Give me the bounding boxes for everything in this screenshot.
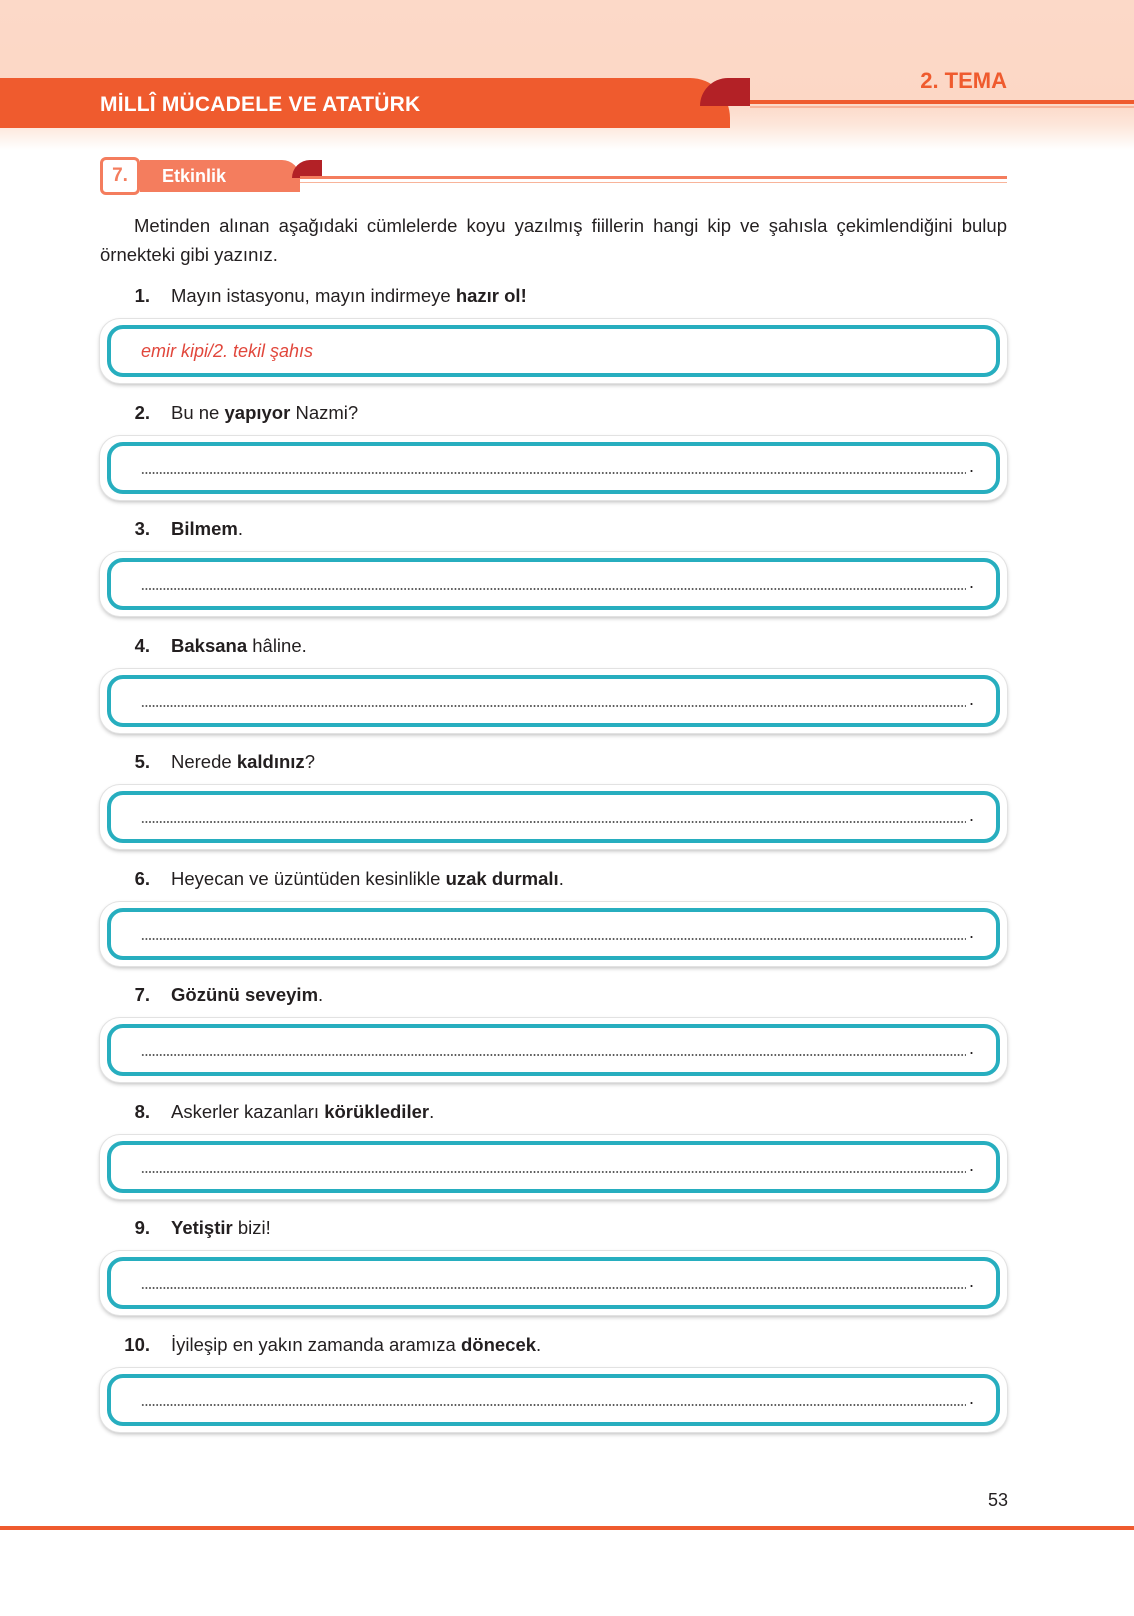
question-verb-bold: uzak durmalı [445, 867, 559, 889]
question-verb-bold: Bilmem [171, 518, 238, 539]
activity-label: Etkinlik [162, 166, 227, 186]
question-verb-bold: körüklediler [324, 1100, 430, 1122]
question-text [171, 866, 564, 892]
question-number: 3. [134, 518, 150, 539]
answer-line-end: . [968, 1271, 974, 1291]
question-text [171, 283, 527, 309]
activity-divider-light [300, 182, 1007, 183]
question-text-after: . [318, 984, 324, 1005]
question-verb-bold: Yetiştir [171, 1217, 233, 1238]
answer-box[interactable] [100, 1135, 1007, 1199]
footer-divider [0, 1526, 1134, 1530]
question-text [171, 982, 323, 1008]
answer-box-border [107, 442, 1000, 494]
question-text-after: . [429, 1100, 435, 1122]
answer-box-border [107, 558, 1000, 610]
question-number: 1. [134, 285, 150, 306]
question-verb-bold: yapıyor [224, 401, 291, 423]
answer-box[interactable] [100, 1251, 1007, 1315]
answer-dotted-line[interactable] [141, 1054, 966, 1056]
answer-line-end: . [968, 688, 974, 709]
question-text [171, 749, 315, 775]
question-number: 5. [134, 751, 150, 772]
question-number: 2. [134, 401, 150, 423]
answer-dotted-line[interactable] [141, 1287, 966, 1289]
activity-number-badge: 7. [100, 157, 140, 195]
page-number: 53 [987, 1490, 1008, 1510]
question-verb-bold: dönecek [460, 1333, 537, 1355]
answer-box-border [107, 791, 1000, 843]
activity-instruction: Metinden alınan aşağıdaki cümlelerde koyu yazılmış fiillerin hangi kip ve şahısla çekimlendiğini bulup örnekteki gibi yazınız. [100, 215, 1007, 265]
answer-line-end: . [968, 805, 974, 825]
activity-divider [300, 176, 1007, 179]
answer-line-end: . [968, 1387, 974, 1408]
unit-title: MİLLÎ MÜCADELE VE ATATÜRK [100, 93, 421, 116]
question-text [171, 633, 307, 659]
question-text-after: ? [304, 751, 315, 772]
question-text-after: Nazmi? [290, 401, 359, 423]
question-verb-bold: Gözünü seveyim [171, 984, 319, 1005]
answer-box[interactable] [100, 436, 1007, 500]
theme-divider-light [750, 106, 1134, 108]
answer-line-end: . [968, 455, 974, 476]
answer-line-end: . [968, 1038, 974, 1058]
question-number: 8. [134, 1100, 150, 1122]
question-text-after: bizi! [232, 1217, 271, 1238]
answer-line-end: . [968, 1154, 974, 1175]
theme-label: 2. TEMA [920, 68, 1007, 93]
question-text [171, 1215, 271, 1241]
answer-box-border [107, 1257, 1000, 1309]
question-text [171, 400, 358, 426]
answer-box[interactable] [100, 319, 1007, 383]
theme-divider [750, 100, 1134, 104]
answer-dotted-line[interactable] [141, 938, 966, 940]
question-text-after: . [237, 518, 243, 539]
question-text-after: hâline. [247, 634, 307, 656]
answer-box-border [107, 325, 1000, 377]
question-verb-bold: kaldınız [236, 751, 305, 772]
answer-box-border [107, 675, 1000, 727]
answer-box-border [107, 908, 1000, 960]
answer-box[interactable] [100, 1368, 1007, 1432]
question-text [171, 516, 243, 542]
answer-line-end: . [968, 921, 974, 942]
question-verb-bold: Baksana [171, 634, 248, 656]
answer-dotted-line[interactable] [141, 1404, 966, 1406]
answer-dotted-line[interactable] [141, 472, 966, 474]
answer-box[interactable] [100, 669, 1007, 733]
answer-box[interactable] [100, 902, 1007, 966]
answer-box[interactable] [100, 1018, 1007, 1082]
example-answer: emir kipi/2. tekil şahıs [141, 341, 314, 361]
question-verb-bold: hazır ol! [455, 285, 527, 306]
answer-dotted-line[interactable] [141, 821, 966, 823]
question-text-before: Nerede [171, 751, 237, 772]
question-text-after: . [558, 867, 564, 889]
question-text-before: İyileşip en yakın zamanda aramıza [171, 1333, 461, 1355]
question-number: 4. [134, 634, 150, 656]
question-text-before: Askerler kazanları [171, 1100, 325, 1122]
question-text [171, 1099, 434, 1125]
answer-box[interactable] [100, 785, 1007, 849]
question-text-after: . [536, 1333, 542, 1355]
answer-box-border [107, 1024, 1000, 1076]
question-text-before: Bu ne [171, 401, 225, 423]
question-number: 7. [134, 984, 150, 1005]
question-text [171, 1332, 541, 1358]
answer-box-border [107, 1374, 1000, 1426]
answer-dotted-line[interactable] [141, 705, 966, 707]
question-number: 9. [134, 1217, 150, 1238]
question-number: 10. [124, 1333, 150, 1355]
answer-dotted-line[interactable] [141, 588, 966, 590]
answer-line-end: . [968, 572, 974, 592]
question-text-before: Heyecan ve üzüntüden kesinlikle [171, 867, 446, 889]
question-text-before: Mayın istasyonu, mayın indirmeye [171, 285, 456, 306]
answer-box-border [107, 1141, 1000, 1193]
answer-box[interactable] [100, 552, 1007, 616]
question-number: 6. [134, 867, 150, 889]
answer-dotted-line[interactable] [141, 1171, 966, 1173]
